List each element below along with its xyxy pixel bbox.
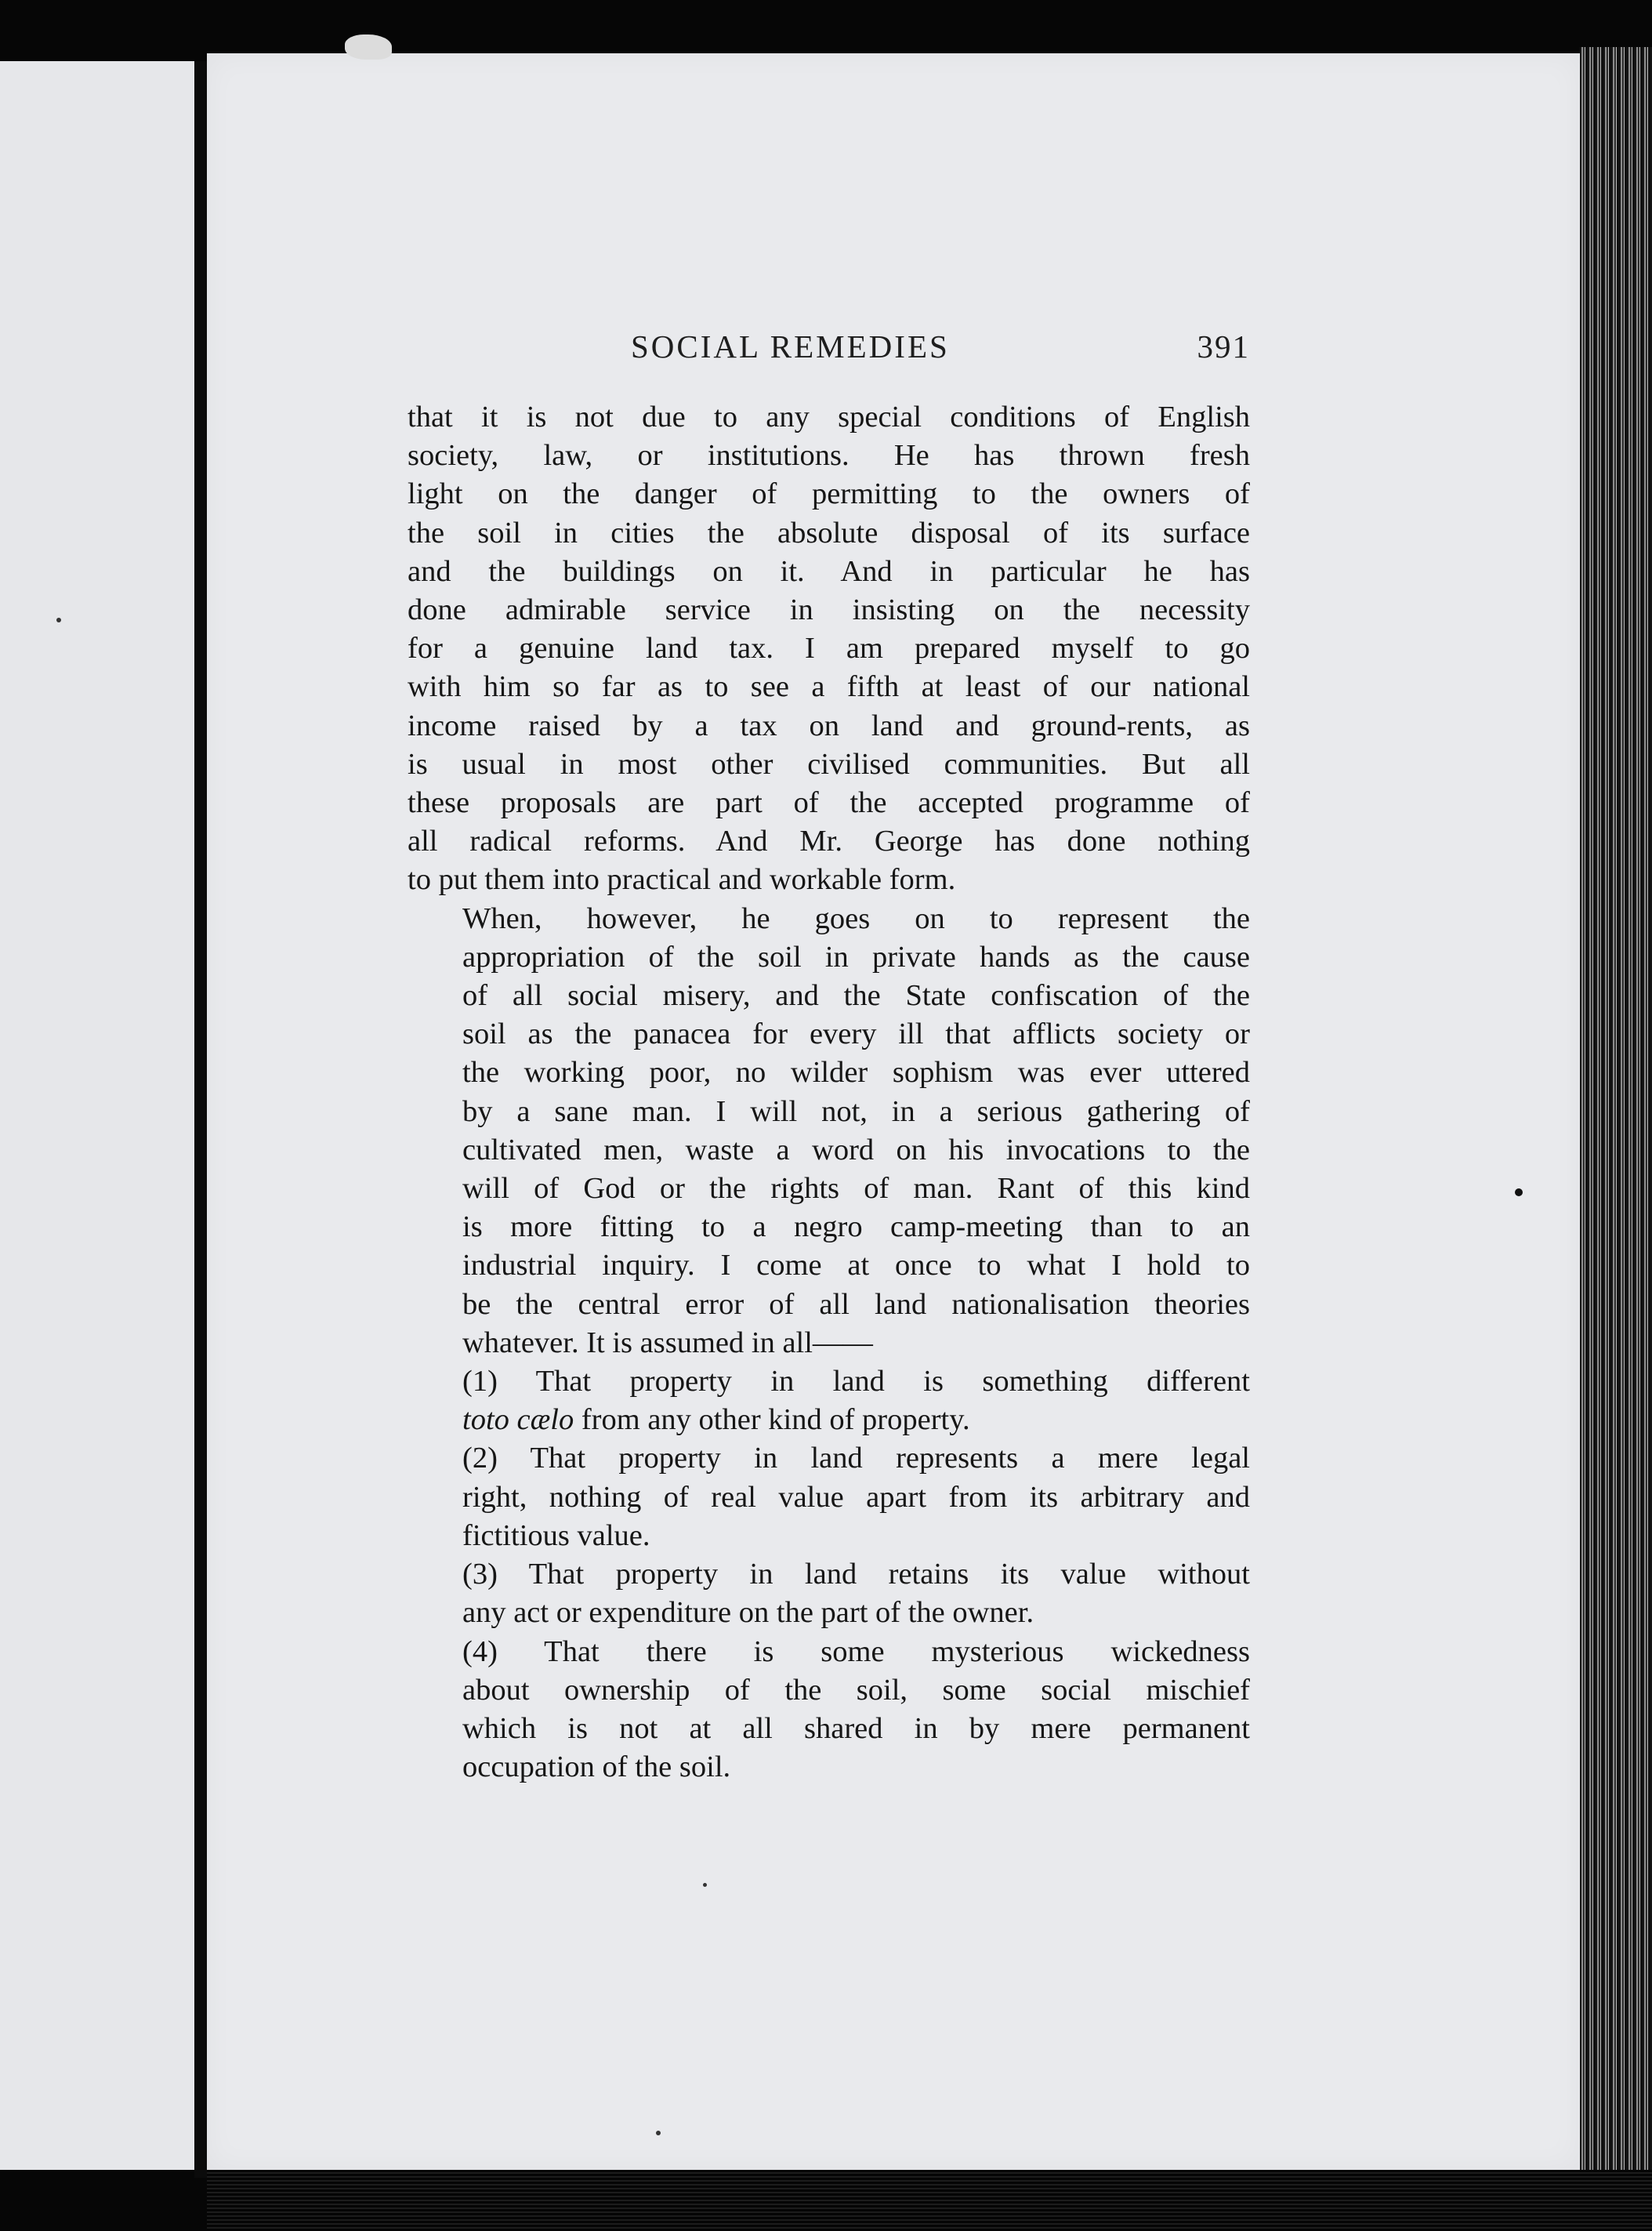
- text-line: occupation of the soil.: [462, 1750, 731, 1784]
- paper-tear-mark: [345, 34, 392, 60]
- paragraph: [408, 398, 1250, 900]
- page-edges-stack: [1580, 47, 1652, 2179]
- text-line: the working poor, no wilder sophism was ever uttered: [462, 1056, 1250, 1090]
- body-text: [408, 398, 1250, 1787]
- text-line: society, law, or institutions. He has thrown fresh: [408, 439, 1250, 473]
- text-line: be the central error of all land nationalisation theories: [462, 1287, 1250, 1321]
- book-gutter: [194, 61, 207, 2178]
- text-line: (4) That there is some mysterious wickedness: [462, 1634, 1250, 1668]
- text-line: When, however, he goes on to represent the: [462, 901, 1250, 935]
- text-line: all radical reforms. And Mr. George has done nothing: [408, 825, 1250, 858]
- text-line: done admirable service in insisting on the necessity: [408, 593, 1250, 627]
- text-line: fictitious value.: [462, 1518, 650, 1552]
- list-item-paragraph: [408, 1439, 1250, 1555]
- text-line: of all social misery, and the State confiscation of the: [462, 979, 1250, 1013]
- text-line: is more fitting to a negro camp-meeting than to an: [462, 1210, 1250, 1244]
- text-line: which is not at all shared in by mere permanent: [462, 1711, 1250, 1745]
- text-line: whatever. It is assumed in all——: [462, 1326, 873, 1359]
- bottom-page-edge: [207, 2170, 1652, 2231]
- facing-page-edge: [0, 61, 194, 2170]
- text-line: any act or expenditure on the part of the owner.: [462, 1596, 1034, 1630]
- list-item-paragraph: [408, 1555, 1250, 1632]
- dust-speck: [656, 2131, 661, 2135]
- text-line: (1) That property in land is something different: [462, 1365, 1250, 1398]
- text-line: to put them into practical and workable form.: [408, 863, 956, 897]
- text-line: and the buildings on it. And in particular he has: [408, 554, 1250, 588]
- dust-speck: [703, 1883, 707, 1887]
- text-line: soil as the panacea for every ill that afflicts society or: [462, 1018, 1250, 1051]
- text-line: these proposals are part of the accepted programme of: [408, 786, 1250, 820]
- text-line: (3) That property in land retains its value without: [462, 1558, 1250, 1591]
- text-line: (2) That property in land represents a mere legal: [462, 1442, 1250, 1475]
- text-run: from any other kind of property.: [574, 1403, 970, 1437]
- text-line: about ownership of the soil, some social mischief: [462, 1673, 1250, 1707]
- dust-speck: [56, 618, 61, 622]
- text-line: the soil in cities the absolute disposal of its surface: [408, 516, 1250, 550]
- text-line: industrial inquiry. I come at once to what I hold to: [462, 1249, 1250, 1282]
- text-line: right, nothing of real value apart from its arbitrary and: [462, 1480, 1250, 1514]
- italic-phrase: toto cælo: [462, 1403, 574, 1437]
- text-line: with him so far as to see a fifth at least of our national: [408, 670, 1250, 704]
- dust-speck: [1515, 1188, 1523, 1196]
- list-item-paragraph: [408, 1633, 1250, 1787]
- text-line: income raised by a tax on land and ground-rents, as: [408, 709, 1250, 742]
- text-line: will of God or the rights of man. Rant of this kind: [462, 1172, 1250, 1206]
- text-line: by a sane man. I will not, in a serious gathering of: [462, 1094, 1250, 1128]
- text-line: light on the danger of permitting to the owners of: [408, 477, 1250, 511]
- text-line: is usual in most other civilised communities. But all: [408, 747, 1250, 781]
- text-line: that it is not due to any special conditions of English: [408, 401, 1250, 434]
- paragraph: [408, 900, 1250, 1362]
- page-header: [408, 328, 1250, 375]
- text-line: for a genuine land tax. I am prepared myself to go: [408, 632, 1250, 666]
- list-item-paragraph: [408, 1362, 1250, 1439]
- page-number: 391: [1197, 328, 1250, 365]
- text-line: appropriation of the soil in private hands as the cause: [462, 940, 1250, 974]
- running-head: SOCIAL REMEDIES: [631, 328, 950, 365]
- text-line: cultivated men, waste a word on his invocations to the: [462, 1133, 1250, 1166]
- text-line: [408, 1401, 1250, 1439]
